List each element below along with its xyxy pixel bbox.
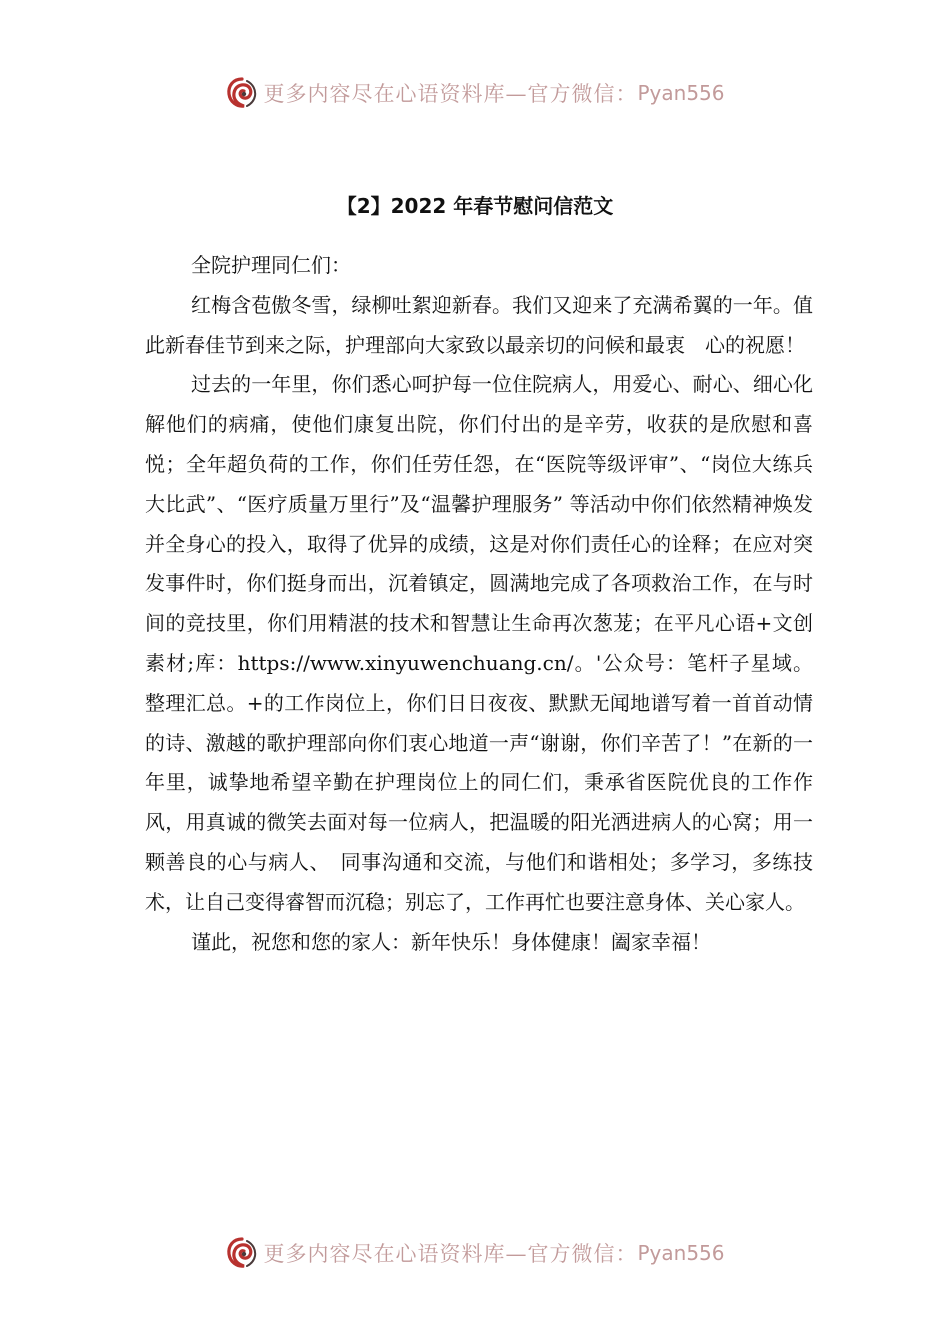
footer-banner: [0, 1231, 950, 1275]
banner-text: 更多内容尽在心语资料库—官方微信：: [263, 82, 638, 106]
header-banner: [0, 71, 950, 115]
banner-text: 更多内容尽在心语资料库—官方微信：: [263, 1242, 638, 1266]
salutation: 全院护理同仁们：: [191, 253, 351, 277]
swirl-logo-icon: [225, 1236, 259, 1270]
paragraph-3: 谨此，祝您和您的家人：新年快乐！身体健康！阖家幸福！: [191, 929, 711, 954]
document-title: 【2】2022 年春节慰问信范文: [336, 194, 614, 218]
letter-body: [145, 246, 813, 962]
paragraph-2: 过去的一年里，你们悉心呵护每一位住院病人，用爱心、耐心、细心化解他们的病痛，使他们康复出院，你们付出的是辛劳，收获的是欣慰和喜悦；全年超负荷的工作，你们任劳任怨，在“医院等级评审”、“岗位大练兵大比武”、“医疗质量万里行”及“温馨护理服务” 等活动中你们依然精神焕发并全身心的投入，取得了优异的成绩，这是对你们责任心的诠释；在应对突发事件时，你们挺身而出，沉着镇定，圆满地完成了各项救治工作，在与时间的竞技里，你们用精湛的技术和智慧让生命再次葱茏；在平凡心语+文创素材;库：https://www.xinyuwenchuang.cn/。'公众号：笔杆子星域。整理汇总。+的工作岗位上，你们日日夜夜、默默无闻地谱写着一首首动情的诗、激越的歌护理部向你们衷心地道一声“谢谢，你们辛苦了！”在新的一年里，诚挚地希望辛勤在护理岗位上的同仁们，秉承省医院优良的工作作风，用真诚的微笑去面对每一位病人，把温暖的阳光洒进病人的心窝；用一颗善良的心与病人、 同事沟通和交流，与他们和谐相处；多学习，多练技术，让自己变得睿智而沉稳；别忘了，工作再忙也要注意身体、关心家人。: [145, 372, 813, 914]
swirl-logo-icon: [225, 76, 259, 110]
banner-wechat-id: Pyan556: [637, 81, 725, 105]
paragraph-1: 红梅含苞傲冬雪，绿柳吐絮迎新春。我们又迎来了充满希翼的一年。值此新春佳节到来之际，护理部向大家致以最亲切的问候和最衷 心的祝愿！: [145, 292, 813, 357]
banner-wechat-id: Pyan556: [637, 1241, 725, 1265]
